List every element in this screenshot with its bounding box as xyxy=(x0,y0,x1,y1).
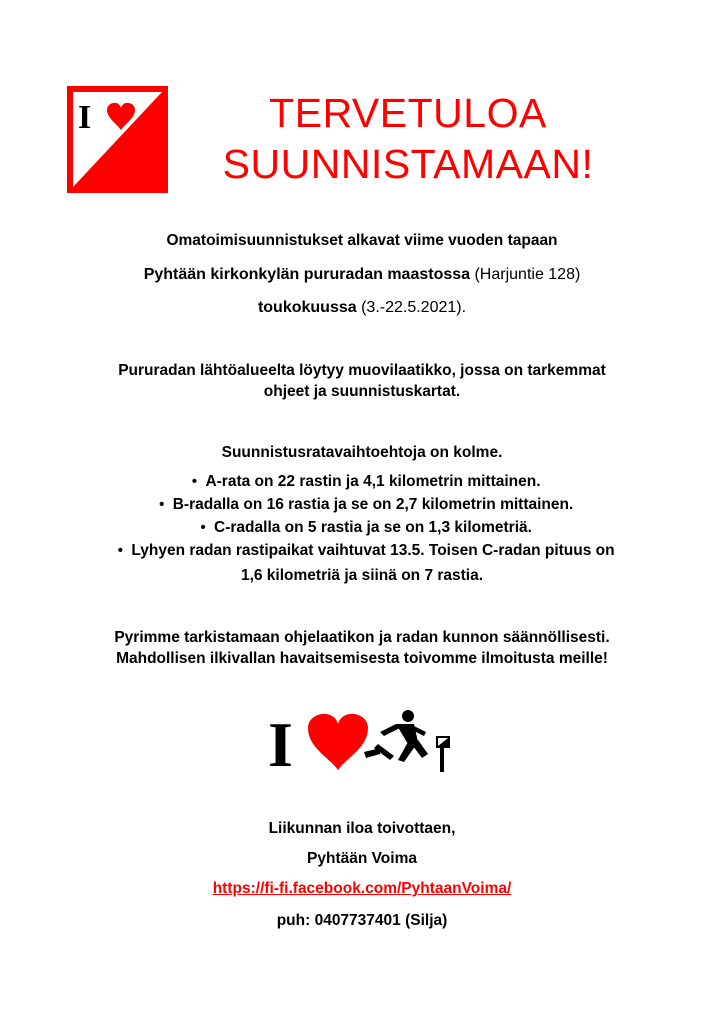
facebook-link[interactable]: https://fi-fi.facebook.com/PyhtaanVoima/ xyxy=(212,880,512,897)
box-info xyxy=(40,360,684,402)
list-item: • Lyhyen radan rastipaikat vaihtuvat 13.5. Toisen C-radan pituus on xyxy=(40,539,684,562)
page-title xyxy=(178,88,638,190)
intro-line-3 xyxy=(40,297,684,318)
heart-icon xyxy=(308,714,368,770)
maintenance-line-1: Pyrimme tarkistamaan ohjelaatikon ja radan kunnon säännöllisesti. xyxy=(114,629,610,646)
intro-location: Pyhtään kirkonkylän pururadan maastossa xyxy=(143,266,471,283)
routes-last-continuation: 1,6 kilometriä ja siinä on 7 rastia. xyxy=(240,567,484,584)
intro-address: (Harjuntie 128) xyxy=(470,266,581,283)
list-item: • B-radalla on 16 rastia ja se on 2,7 kilometrin mittainen. xyxy=(40,493,684,516)
runner-icon xyxy=(364,710,428,762)
box-info-line-2: ohjeet ja suunnistuskartat. xyxy=(263,383,461,400)
title-line-1: TERVETULOA xyxy=(269,90,547,136)
title-line-2: SUUNNISTAMAAN! xyxy=(222,141,594,187)
intro-line-1 xyxy=(40,230,684,251)
intro-line-2 xyxy=(40,264,684,285)
maintenance xyxy=(40,627,684,669)
routes-heading: Suunnistusratavaihtoehtoja on kolme. xyxy=(221,444,503,461)
logo-letter: I xyxy=(78,99,92,136)
closing-org: Pyhtään Voima xyxy=(307,850,417,867)
list-item: • A-rata on 22 rastin ja 4,1 kilometrin mittainen. xyxy=(40,470,684,493)
intro-dates: (3.-22.5.2021). xyxy=(356,299,467,316)
closing-greeting: Liikunnan iloa toivottaen, xyxy=(268,820,456,837)
orienteering-flag-icon xyxy=(67,86,168,193)
control-point-icon xyxy=(436,736,450,772)
routes-list xyxy=(40,470,684,562)
i-love-orienteering-art xyxy=(268,706,468,776)
intro-text-1: Omatoimisuunnistukset alkavat viime vuoden tapaan xyxy=(166,232,558,249)
orienteering-logo xyxy=(67,86,168,193)
box-info-line-1: Pururadan lähtöalueelta löytyy muovilaatikko, jossa on tarkemmat xyxy=(118,362,606,379)
intro-month: toukokuussa xyxy=(257,299,357,316)
maintenance-line-2: Mahdollisen ilkivallan havaitsemisesta toivomme ilmoitusta meille! xyxy=(116,650,608,667)
closing-phone: puh: 0407737401 (Silja) xyxy=(276,912,448,929)
list-item: • C-radalla on 5 rastia ja se on 1,3 kilometriä. xyxy=(40,516,684,539)
facebook-link-row xyxy=(40,878,684,899)
i-letter: I xyxy=(268,709,293,776)
